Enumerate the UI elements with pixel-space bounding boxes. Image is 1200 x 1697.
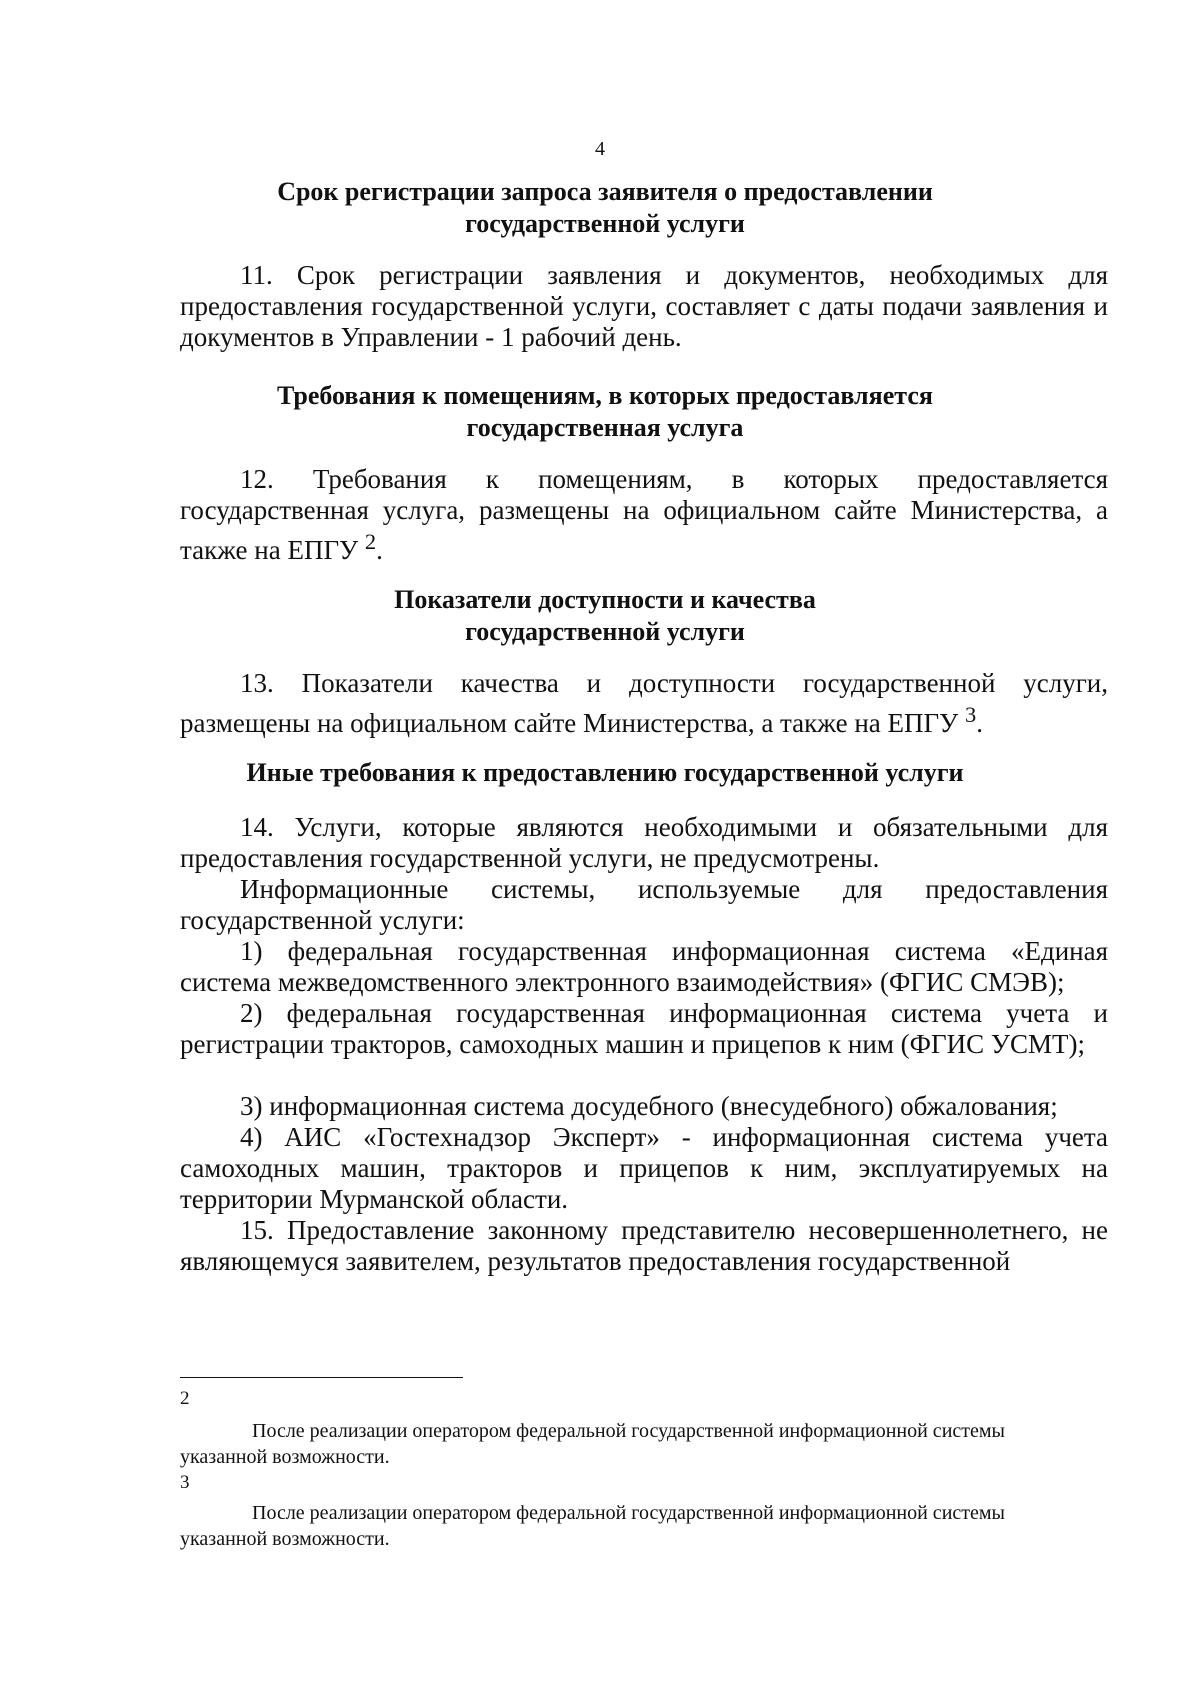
heading-line: государственной услуги <box>465 209 745 238</box>
paragraph-end: . <box>976 708 983 738</box>
paragraph-text: 13. Показатели качества и доступности государственной услуги, размещены на официальном сайте Министерства, а также на ЕПГУ <box>180 668 1108 738</box>
list-item-2: 2) федеральная государственная информационная система учета и регистрации тракторов, самоходных машин и прицепов к ним (ФГИС УСМТ); <box>180 998 1108 1059</box>
paragraph-text: 12. Требования к помещениям, в которых предоставляется государственная услуга, размещены на официальном сайте Министерства, а также на ЕПГУ <box>180 464 1108 565</box>
section-heading <box>170 176 1040 240</box>
paragraph-13 <box>180 668 1108 739</box>
list-item-1: 1) федеральная государственная информационная система «Единая система межведомственного электронного взаимодействия» (ФГИС СМЭВ); <box>180 936 1108 997</box>
list-item-3: 3) информационная система досудебного (внесудебного) обжалования; <box>240 1091 1058 1121</box>
heading-line: Иные требования к предоставлению государственной услуги <box>246 758 964 787</box>
paragraph-systems-intro: Информационные системы, используемые для предоставления государственной услуги: <box>180 874 1108 935</box>
footnote-text: После реализации оператором федеральной государственной информационной системы указанной возможности. <box>180 1420 1005 1468</box>
footnote-number: 3 <box>180 1472 190 1493</box>
paragraph-12 <box>180 464 1108 566</box>
section-heading <box>170 757 1040 789</box>
list-item-4: 4) АИС «Гостехнадзор Эксперт» - информационная система учета самоходных машин, тракторов и прицепов к ним, эксплуатируемых на территории Мурманской области. <box>180 1122 1108 1214</box>
paragraph-14: 14. Услуги, которые являются необходимыми и обязательными для предоставления государственной услуги, не предусмотрены. <box>180 812 1108 873</box>
footnote-separator <box>180 1377 463 1378</box>
heading-line: государственной услуги <box>465 617 745 646</box>
paragraph-15: 15. Предоставление законному представителю несовершеннолетнего, не являющемуся заявителем, результатов предоставления государственной <box>180 1215 1108 1276</box>
section-heading <box>170 584 1040 648</box>
footnote-number: 2 <box>180 1388 190 1409</box>
heading-line: Показатели доступности и качества <box>394 585 816 614</box>
paragraph-end: . <box>376 535 383 565</box>
heading-line: Требования к помещениям, в которых предоставляется <box>277 381 933 410</box>
footnote-ref: 3 <box>964 702 977 727</box>
section-heading <box>170 380 1040 444</box>
footnote-text: После реализации оператором федеральной государственной информационной системы указанной возможности. <box>180 1502 1005 1550</box>
page-number: 4 <box>595 138 605 160</box>
heading-line: государственная услуга <box>466 413 744 442</box>
heading-line: Срок регистрации запроса заявителя о предоставлении <box>277 177 933 206</box>
paragraph-11: 11. Срок регистрации заявления и документов, необходимых для предоставления государственной услуги, составляет с даты подачи заявления и документов в Управлении - 1 рабочий день. <box>180 260 1108 352</box>
footnote-ref: 2 <box>364 529 377 554</box>
